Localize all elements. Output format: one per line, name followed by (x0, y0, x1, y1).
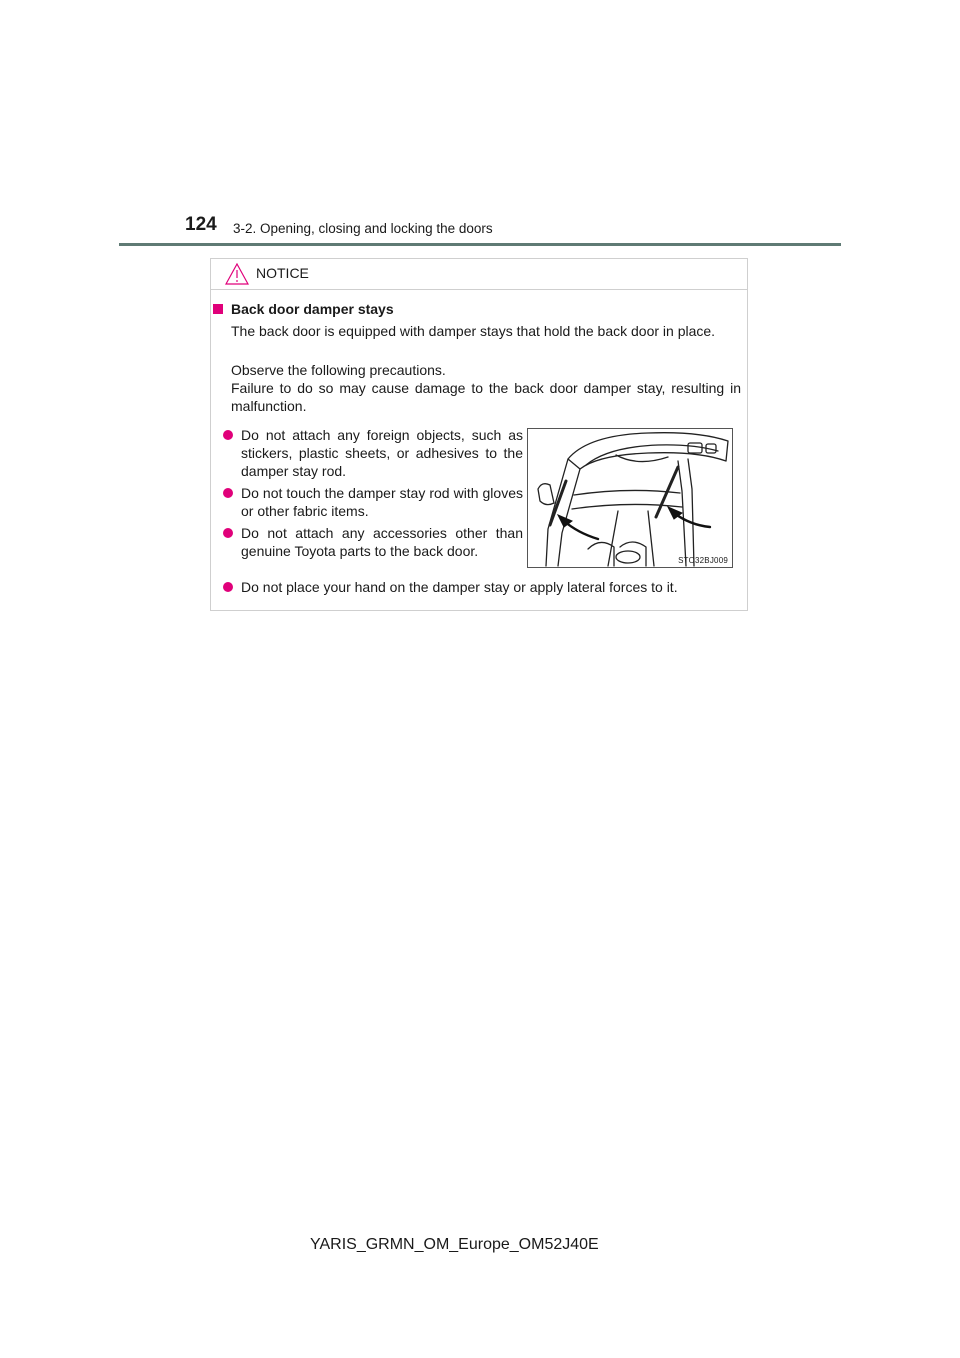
notice-header (211, 259, 747, 290)
notice-title: NOTICE (256, 265, 309, 281)
bullet-item (223, 524, 523, 560)
notice-box (210, 258, 748, 611)
paragraph-2: Observe the following precautions. Failure to do so may cause damage to the back door damper stay, resulting in malfunction. (231, 362, 741, 414)
bullet-text: Do not attach any accessories other than genuine Toyota parts to the back door. (241, 525, 523, 559)
back-door-illustration (527, 428, 733, 568)
item-heading (213, 301, 394, 317)
warning-triangle-icon (225, 263, 249, 285)
figure-code: STO32BJ009 (678, 556, 728, 565)
round-bullet-icon (223, 430, 233, 440)
section-title: 3-2. Opening, closing and locking the doors (233, 221, 493, 236)
paragraph-1: The back door is equipped with damper stays that hold the back door in place. (231, 323, 716, 339)
bullet-text: Do not attach any foreign objects, such as stickers, plastic sheets, or adhesives to the damper stay rod. (241, 427, 523, 479)
back-door-damper-drawing (528, 429, 732, 567)
bullet-item (223, 426, 523, 480)
bullet-item (223, 484, 523, 520)
bullet-item (223, 578, 743, 596)
round-bullet-icon (223, 582, 233, 592)
round-bullet-icon (223, 488, 233, 498)
round-bullet-icon (223, 528, 233, 538)
item-heading-text: Back door damper stays (231, 301, 394, 317)
bullet-text: Do not touch the damper stay rod with gloves or other fabric items. (241, 485, 523, 519)
page-number: 124 (185, 214, 217, 235)
bullet-text: Do not place your hand on the damper stay or apply lateral forces to it. (241, 579, 678, 595)
header-rule (119, 243, 841, 246)
square-bullet-icon (213, 304, 223, 314)
footer-document-code: YARIS_GRMN_OM_Europe_OM52J40E (310, 1236, 599, 1253)
